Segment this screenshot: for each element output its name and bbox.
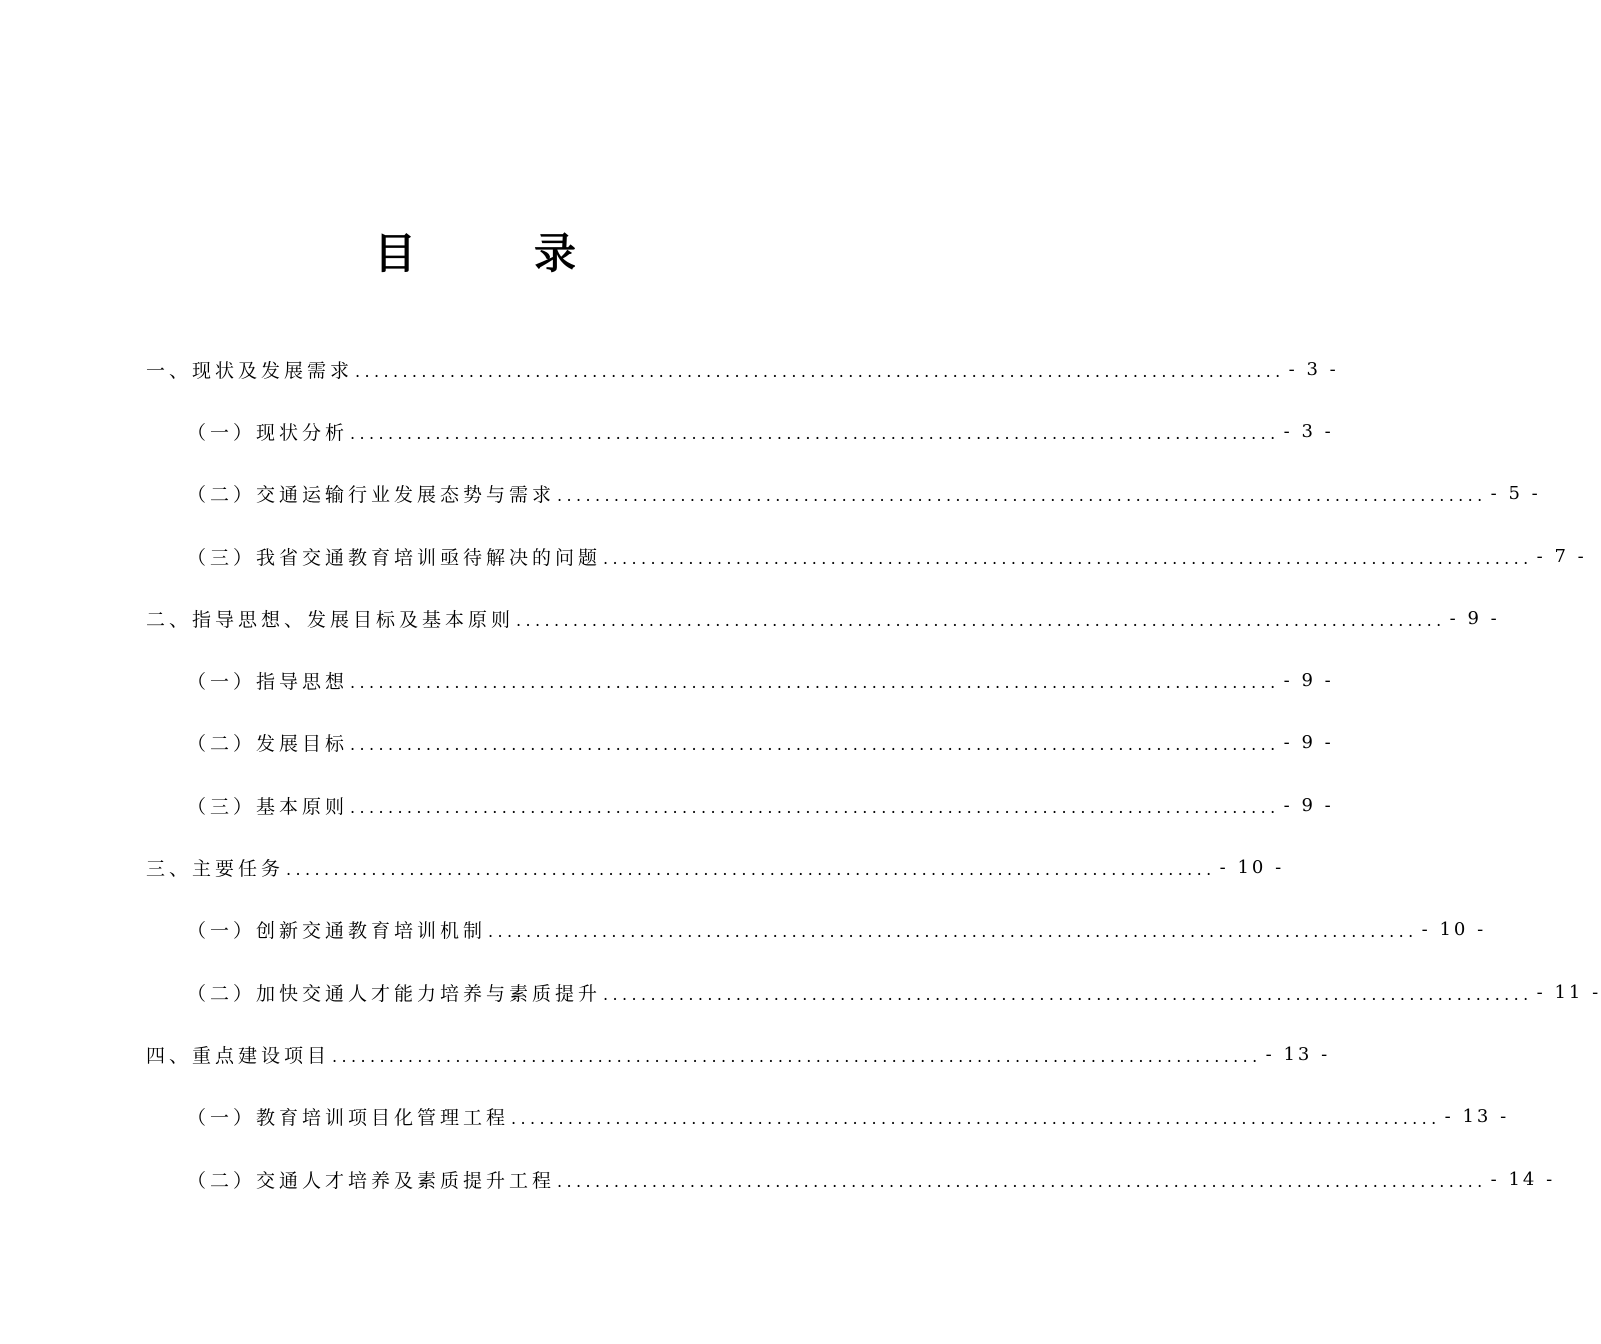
toc-dot-leader: .................................................................................................. bbox=[355, 361, 1285, 381]
toc-entry-label: （一）创新交通教育培训机制 bbox=[187, 920, 487, 943]
toc-dot-leader: .................................................................................................. bbox=[603, 984, 1533, 1004]
toc-entry[interactable] bbox=[0, 463, 1541, 525]
toc-page-number: - 9 - bbox=[1283, 732, 1334, 754]
toc-dot-leader: .................................................................................................. bbox=[488, 922, 1418, 942]
toc-entry-label: （一）指导思想 bbox=[187, 671, 349, 694]
toc-entry[interactable] bbox=[0, 961, 1601, 1023]
toc-entry[interactable] bbox=[0, 1148, 1556, 1210]
toc-entry-label: 一、现状及发展需求 bbox=[146, 359, 354, 382]
toc-page-number: - 10 - bbox=[1421, 919, 1487, 941]
table-of-contents bbox=[0, 338, 1601, 1210]
toc-title: 目 录 bbox=[373, 229, 614, 278]
toc-page-number: - 14 - bbox=[1490, 1168, 1556, 1190]
toc-page-number: - 3 - bbox=[1288, 358, 1339, 380]
toc-dot-leader: .................................................................................................. bbox=[350, 797, 1280, 817]
toc-entry-label: 二、指导思想、发展目标及基本原则 bbox=[146, 608, 515, 631]
toc-entry-label: （三）我省交通教育培训亟待解决的问题 bbox=[187, 546, 602, 569]
toc-entry[interactable] bbox=[0, 774, 1334, 836]
toc-entry[interactable] bbox=[0, 899, 1487, 961]
toc-entry-label: （一）现状分析 bbox=[187, 421, 349, 444]
toc-dot-leader: .................................................................................................. bbox=[516, 610, 1446, 630]
toc-dot-leader: .................................................................................................. bbox=[350, 673, 1280, 693]
toc-page-number: - 11 - bbox=[1536, 981, 1601, 1003]
toc-entry[interactable] bbox=[0, 649, 1334, 711]
toc-entry-label: （二）交通人才培养及素质提升工程 bbox=[187, 1169, 556, 1192]
toc-page-number: - 9 - bbox=[1283, 794, 1334, 816]
toc-entry[interactable] bbox=[0, 836, 1285, 898]
toc-entry[interactable] bbox=[0, 1023, 1331, 1085]
toc-page-number: - 9 - bbox=[1283, 670, 1334, 692]
toc-dot-leader: .................................................................................................. bbox=[511, 1109, 1441, 1129]
toc-entry-label: （二）加快交通人才能力培养与素质提升 bbox=[187, 982, 602, 1005]
toc-page-number: - 3 - bbox=[1283, 420, 1334, 442]
toc-dot-leader: .................................................................................................. bbox=[332, 1046, 1262, 1066]
toc-page-number: - 10 - bbox=[1219, 857, 1285, 879]
toc-page-number: - 13 - bbox=[1265, 1043, 1331, 1065]
toc-dot-leader: .................................................................................................. bbox=[557, 486, 1487, 506]
toc-page-number: - 5 - bbox=[1490, 483, 1541, 505]
toc-dot-leader: .................................................................................................. bbox=[350, 735, 1280, 755]
toc-entry-label: （二）发展目标 bbox=[187, 733, 349, 756]
toc-dot-leader: .................................................................................................. bbox=[286, 860, 1216, 880]
toc-entry-label: 四、重点建设项目 bbox=[146, 1044, 331, 1067]
toc-entry-label: （一）教育培训项目化管理工程 bbox=[187, 1107, 510, 1130]
toc-page-number: - 13 - bbox=[1444, 1106, 1510, 1128]
toc-dot-leader: .................................................................................................. bbox=[350, 423, 1280, 443]
toc-entry[interactable] bbox=[0, 712, 1334, 774]
toc-dot-leader: .................................................................................................. bbox=[557, 1171, 1487, 1191]
toc-entry[interactable] bbox=[0, 400, 1334, 462]
toc-page-number: - 9 - bbox=[1449, 607, 1500, 629]
toc-entry-label: 三、主要任务 bbox=[146, 858, 285, 881]
toc-entry[interactable] bbox=[0, 525, 1587, 587]
toc-entry[interactable] bbox=[0, 338, 1339, 400]
toc-entry[interactable] bbox=[0, 587, 1500, 649]
toc-entry[interactable] bbox=[0, 1086, 1510, 1148]
toc-entry-label: （三）基本原则 bbox=[187, 795, 349, 818]
toc-page-number: - 7 - bbox=[1536, 545, 1587, 567]
toc-entry-label: （二）交通运输行业发展态势与需求 bbox=[187, 484, 556, 507]
toc-dot-leader: .................................................................................................. bbox=[603, 548, 1533, 568]
